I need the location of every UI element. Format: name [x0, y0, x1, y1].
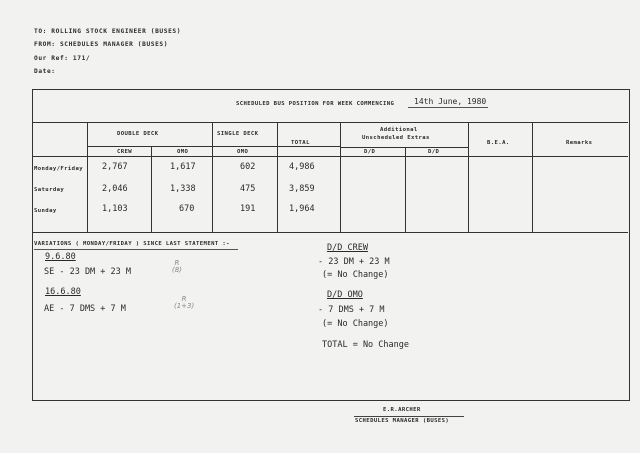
cell-omo-dd: 670: [179, 204, 195, 214]
table-col-rule: [405, 147, 406, 232]
table-subheader-rule-right: [340, 147, 468, 148]
variations-heading: VARIATIONS ( MONDAY/FRIDAY ) SINCE LAST STATEMENT :-: [34, 241, 230, 247]
week-commencing-date: 14th June, 1980: [414, 97, 487, 106]
table-bottom-rule: [33, 232, 628, 233]
table-col-rule: [468, 122, 469, 232]
total-no-change: TOTAL = No Change: [322, 340, 409, 350]
subheader-omo-dd: OMO: [177, 149, 189, 155]
memo-date: Date:: [34, 68, 56, 75]
week-underline: [408, 107, 488, 108]
signature-rule: [354, 416, 464, 417]
crew-no-change: (= No Change): [322, 270, 389, 280]
memo-our-ref: Our Ref: 171/: [34, 55, 91, 62]
table-header-bottom-rule: [33, 156, 628, 157]
table-col-rule: [277, 122, 278, 232]
table-col-rule: [212, 122, 213, 232]
header-double-deck: DOUBLE DECK: [117, 131, 159, 137]
cell-crew: 2,767: [102, 162, 128, 172]
table-col-rule: [151, 146, 152, 232]
header-bea: B.E.A.: [487, 140, 510, 146]
memo-to: TO: ROLLING STOCK ENGINEER (BUSES): [34, 28, 182, 35]
cell-total: 4,986: [289, 162, 315, 172]
subheader-crew: CREW: [117, 149, 133, 155]
cell-total: 3,859: [289, 184, 315, 194]
variations-heading-underline: [34, 249, 238, 250]
omo-heading: D/D OMO: [327, 290, 363, 300]
pencil-note-1: R (8): [172, 259, 182, 274]
omo-variation-line: - 7 DMS + 7 M: [318, 305, 385, 315]
memo-from: FROM: SCHEDULES MANAGER (BUSES): [34, 41, 169, 48]
signature-title: SCHEDULES MANAGER (BUSES): [355, 418, 450, 424]
cell-omo-sd: 475: [240, 184, 256, 194]
row-label-monday-friday: Monday/Friday: [34, 166, 83, 172]
header-remarks: Remarks: [566, 140, 593, 146]
header-unscheduled-extras: Unscheduled Extras: [362, 135, 430, 141]
cell-crew: 2,046: [102, 184, 128, 194]
variation-date-2: 16.6.80: [45, 287, 81, 297]
variation-line-2: AE - 7 DMS + 7 M: [44, 304, 126, 314]
cell-omo-sd: 602: [240, 162, 256, 172]
header-additional: Additional: [380, 127, 418, 133]
table-top-rule: [33, 122, 628, 123]
header-single-deck: SINGLE DECK: [217, 131, 259, 137]
cell-crew: 1,103: [102, 204, 128, 214]
cell-omo-dd: 1,617: [170, 162, 196, 172]
row-label-saturday: Saturday: [34, 187, 65, 193]
subheader-dd-b: D/D: [428, 149, 440, 155]
header-total: TOTAL: [291, 140, 310, 146]
cell-omo-dd: 1,338: [170, 184, 196, 194]
table-title: SCHEDULED BUS POSITION FOR WEEK COMMENCING: [236, 101, 395, 107]
subheader-omo-sd: OMO: [237, 149, 249, 155]
variation-line-1: SE - 23 DM + 23 M: [44, 267, 131, 277]
pencil-note-2: R (1+3): [174, 295, 195, 310]
subheader-dd-a: D/D: [364, 149, 376, 155]
table-col-rule: [87, 122, 88, 232]
row-label-sunday: Sunday: [34, 208, 57, 214]
cell-total: 1,964: [289, 204, 315, 214]
table-col-rule: [340, 122, 341, 232]
variation-date-1: 9.6.80: [45, 252, 76, 262]
cell-omo-sd: 191: [240, 204, 256, 214]
crew-variation-line: - 23 DM + 23 M: [318, 257, 390, 267]
table-col-rule: [532, 122, 533, 232]
signature-name: E.R.ARCHER: [383, 407, 421, 413]
omo-no-change: (= No Change): [322, 319, 389, 329]
crew-heading: D/D CREW: [327, 243, 368, 253]
